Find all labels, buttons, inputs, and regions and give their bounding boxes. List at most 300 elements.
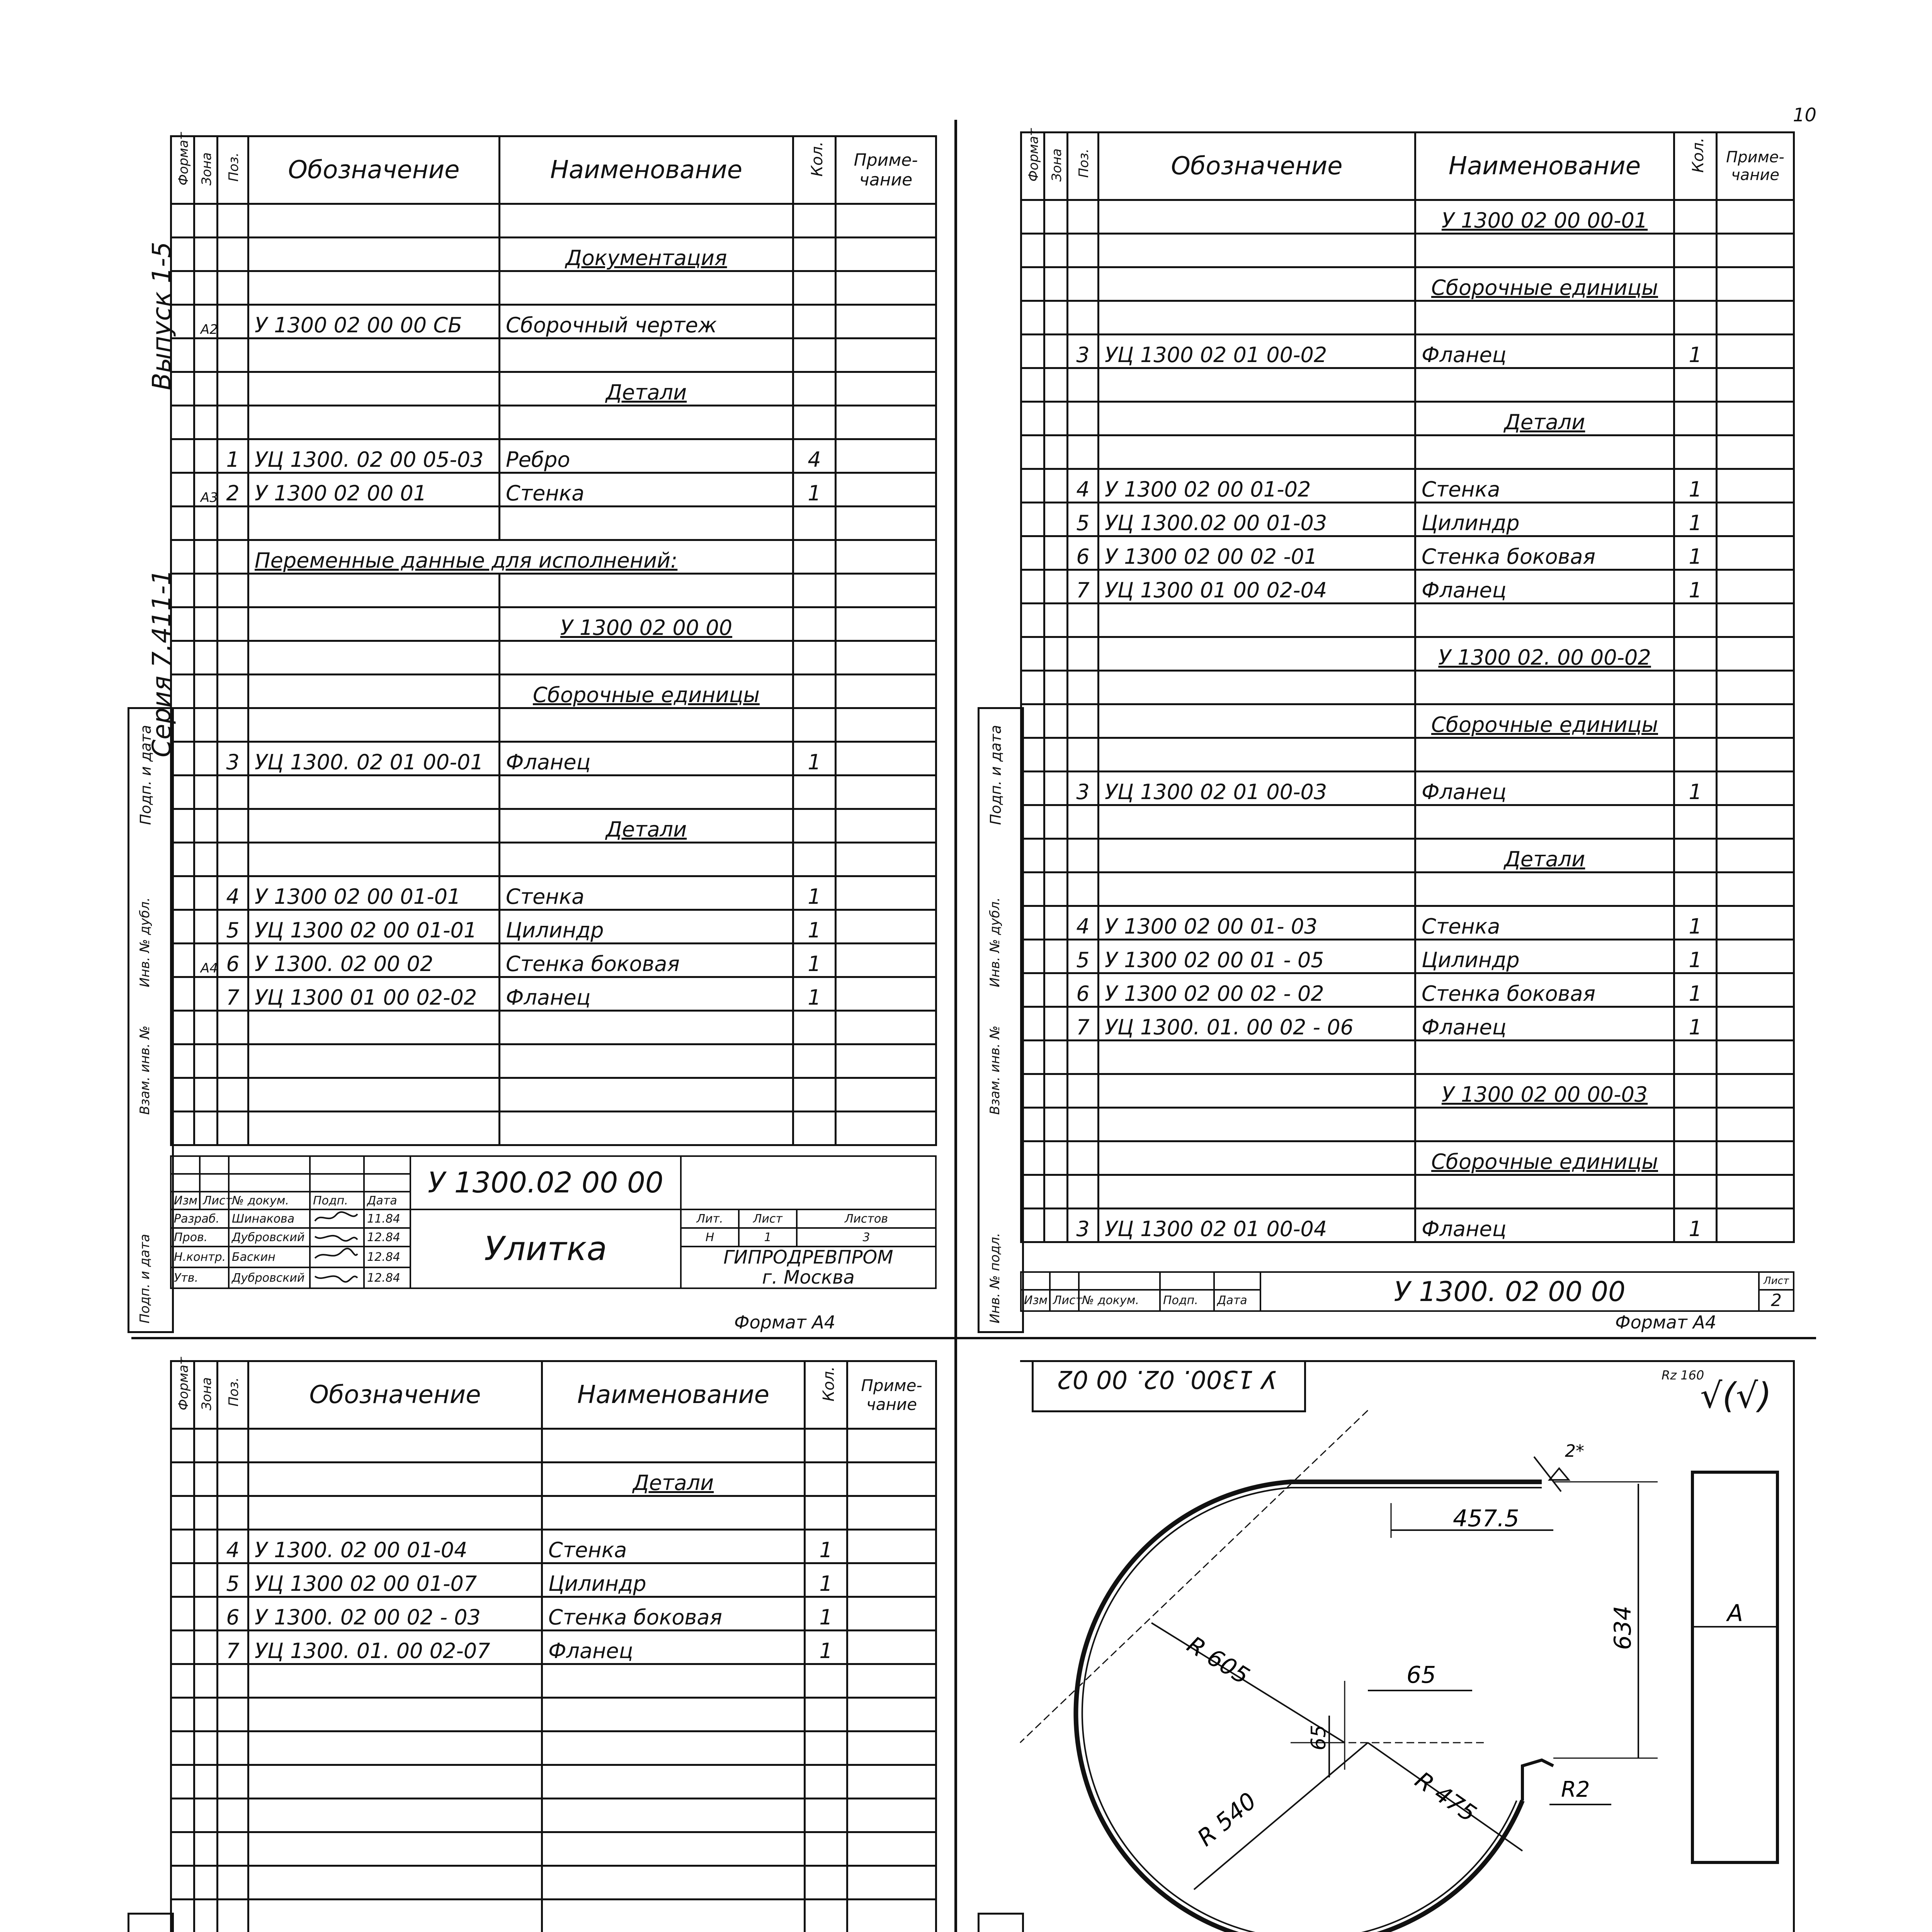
format-cell (171, 1429, 194, 1463)
qty-cell (1674, 1074, 1717, 1108)
s3-header-note: Приме-чание (847, 1361, 936, 1429)
empty-cell (171, 1664, 194, 1698)
empty-cell (847, 1832, 936, 1866)
pos-cell: 6 (218, 1597, 248, 1631)
zone-cell (194, 1463, 218, 1496)
table-row (171, 1112, 936, 1145)
empty-cell (847, 1866, 936, 1900)
pos-cell (218, 406, 248, 439)
note-cell (1717, 1108, 1794, 1141)
header-pos: Поз. (226, 152, 242, 182)
tb1-col-list: Лист (200, 1192, 229, 1209)
note-cell (836, 338, 936, 372)
zone-cell (1044, 234, 1068, 267)
name-cell: Сборочные единицы (1415, 267, 1674, 301)
qty-cell (793, 1044, 836, 1078)
qty-cell: 1 (1674, 503, 1717, 536)
note-cell (836, 708, 936, 742)
table-row (171, 305, 936, 338)
format-cell (171, 977, 194, 1011)
designation-cell: УЦ 1300. 02 01 00-01 (248, 742, 500, 776)
note-cell (1717, 940, 1794, 973)
empty-cell (847, 1731, 936, 1765)
qty-cell: 1 (793, 473, 836, 507)
note-cell (836, 204, 936, 238)
pos-cell (218, 204, 248, 238)
format-cell (171, 1631, 194, 1664)
name-cell: Фланец (500, 742, 793, 776)
zone-cell (194, 977, 218, 1011)
tb1-role-2: Н.контр. (171, 1247, 229, 1267)
empty-cell (805, 1866, 847, 1900)
mirrored-code-box (1032, 1360, 1306, 1412)
format-cell (171, 944, 194, 977)
tb1-sheets-value: 3 (797, 1228, 936, 1247)
empty-cell (171, 1731, 194, 1765)
name-cell: Ребро (500, 439, 793, 473)
qty-cell (1674, 738, 1717, 772)
format-cell (1021, 200, 1044, 234)
format-cell (171, 607, 194, 641)
name-cell: Стенка (500, 876, 793, 910)
header-format: Формат (176, 132, 191, 185)
table-row (1021, 738, 1794, 772)
format-cell (1021, 839, 1044, 872)
note-cell (847, 1463, 936, 1496)
table-row (171, 1866, 936, 1900)
stamp-podp-data: Подп. и дата (137, 725, 154, 825)
qty-cell: 1 (1674, 469, 1717, 503)
table-row (1021, 839, 1794, 872)
table-row (1021, 1175, 1794, 1209)
format-cell (171, 1011, 194, 1044)
note-cell (836, 675, 936, 708)
pos-cell: 7 (1068, 1007, 1099, 1041)
pos-cell (218, 641, 248, 675)
zone-cell (1044, 940, 1068, 973)
format-cell (171, 238, 194, 271)
issue-label: Выпуск 1-5 (147, 242, 177, 390)
table-row (1021, 704, 1794, 738)
tb1-name-3: Дубровский (229, 1267, 310, 1288)
qty-cell: 1 (1674, 940, 1717, 973)
format-cell (1021, 704, 1044, 738)
name-cell: Сборочные единицы (1415, 704, 1674, 738)
qty-cell: 1 (1674, 772, 1717, 805)
note-cell (836, 944, 936, 977)
zone-cell (194, 1112, 218, 1145)
stamp-vzam-inv: Взам. инв. № (137, 1026, 153, 1115)
zone-cell (194, 238, 218, 271)
note-cell (847, 1496, 936, 1530)
name-cell (500, 271, 793, 305)
qty-cell (793, 843, 836, 876)
qty-cell (1674, 1141, 1717, 1175)
tb1-date-1: 12.84 (364, 1228, 410, 1247)
zone-cell: A4 (194, 944, 218, 977)
name-cell: У 1300 02 00 00-01 (1415, 200, 1674, 234)
empty-cell (248, 1900, 542, 1932)
name-cell: Цилиндр (1415, 503, 1674, 536)
format-cell (1021, 1007, 1044, 1041)
note-cell (847, 1429, 936, 1463)
empty-cell (194, 1900, 218, 1932)
table-row (171, 1597, 936, 1631)
note-cell (1717, 503, 1794, 536)
zone-cell (1044, 738, 1068, 772)
table-row (171, 1463, 936, 1496)
designation-cell (248, 776, 500, 809)
zone-cell (1044, 604, 1068, 637)
zone-cell (194, 776, 218, 809)
table-row (1021, 536, 1794, 570)
name-cell (500, 843, 793, 876)
zone-cell (194, 1631, 218, 1664)
empty-cell (194, 1799, 218, 1832)
format-cell (171, 204, 194, 238)
empty-cell (194, 1731, 218, 1765)
name-cell (500, 204, 793, 238)
zone-cell (194, 1429, 218, 1463)
tb1-col-izm: Изм (171, 1192, 200, 1209)
name-cell: Стенка боковая (1415, 536, 1674, 570)
qty-cell (793, 372, 836, 406)
format-cell (171, 305, 194, 338)
format-cell (171, 876, 194, 910)
zone-cell (194, 406, 218, 439)
empty-cell (171, 1799, 194, 1832)
outer-contour (1076, 1482, 1542, 1932)
zone-cell (194, 1011, 218, 1044)
table-row (171, 1698, 936, 1731)
zone-cell (1044, 536, 1068, 570)
qty-cell (1674, 805, 1717, 839)
tb1-lit-value: Н (681, 1228, 739, 1247)
qty-cell (1674, 267, 1717, 301)
sheet2-spec-table (1020, 128, 1795, 1243)
stamp-podp-data-2: Подп. и дата (137, 1234, 153, 1323)
note-cell (1717, 738, 1794, 772)
signature-3 (310, 1267, 364, 1288)
tb1-sheets-label: Листов (797, 1209, 936, 1228)
empty-cell (805, 1664, 847, 1698)
note-cell (836, 507, 936, 540)
table-row (171, 1832, 936, 1866)
format-cell (171, 675, 194, 708)
designation-cell (1099, 368, 1415, 402)
pos-cell (1068, 234, 1099, 267)
format-cell (1021, 805, 1044, 839)
qty-cell (793, 1078, 836, 1112)
pos-cell (218, 675, 248, 708)
tb1-col-data: Дата (364, 1192, 410, 1209)
qty-cell (793, 338, 836, 372)
format-cell (1021, 671, 1044, 704)
pos-cell (1068, 368, 1099, 402)
format-cell (171, 910, 194, 944)
note-cell (1717, 368, 1794, 402)
table-row (1021, 435, 1794, 469)
sheet3-spec-table (170, 1357, 937, 1932)
note-cell (1717, 772, 1794, 805)
pos-cell (1068, 402, 1099, 435)
pos-cell (1068, 267, 1099, 301)
designation-cell: УЦ 1300. 01. 00 02-07 (248, 1631, 542, 1664)
sheet4-stamp-strip (978, 1913, 1024, 1932)
table-row (171, 809, 936, 843)
table-row (171, 641, 936, 675)
pos-cell: 3 (1068, 1209, 1099, 1242)
format-cell (1021, 1175, 1044, 1209)
table-row (171, 1664, 936, 1698)
designation-cell: У 1300. 02 00 02 - 03 (248, 1597, 542, 1631)
pos-cell (1068, 704, 1099, 738)
table-row (171, 675, 936, 708)
s2-header-note: Приме-чание (1717, 133, 1794, 200)
qty-cell (1674, 435, 1717, 469)
zone-cell (194, 507, 218, 540)
table-row (171, 238, 936, 271)
name-cell (500, 1044, 793, 1078)
roughness-mark: √(√) (1700, 1376, 1772, 1416)
header-name: Наименование (500, 136, 793, 204)
designation-cell: УЦ 1300. 01. 00 02 - 06 (1099, 1007, 1415, 1041)
name-cell: Цилиндр (1415, 940, 1674, 973)
note-cell (836, 574, 936, 607)
pos-cell (1068, 1074, 1099, 1108)
name-cell: Сборочные единицы (500, 675, 793, 708)
format-cell (171, 776, 194, 809)
note-cell (1717, 604, 1794, 637)
empty-cell (847, 1664, 936, 1698)
format-cell (171, 574, 194, 607)
note-cell (1717, 872, 1794, 906)
name-cell: Цилиндр (542, 1563, 805, 1597)
note-cell (1717, 1007, 1794, 1041)
empty-cell (542, 1664, 805, 1698)
table-row (1021, 940, 1794, 973)
format-cell (1021, 368, 1044, 402)
pos-cell (218, 1011, 248, 1044)
zone-cell (1044, 200, 1068, 234)
header-zone: Зона (199, 152, 214, 185)
empty-cell (805, 1698, 847, 1731)
table-row (1021, 200, 1794, 234)
note-cell (1717, 1041, 1794, 1074)
name-cell (1415, 738, 1674, 772)
note-cell (1717, 570, 1794, 604)
qty-cell (1674, 637, 1717, 671)
designation-cell (1099, 637, 1415, 671)
stamp2-podp-data: Подп. и дата (987, 725, 1004, 825)
table-row (171, 1011, 936, 1044)
note-cell (836, 406, 936, 439)
qty-cell (1674, 1041, 1717, 1074)
designation-cell (248, 1078, 500, 1112)
table-row (171, 876, 936, 910)
format-cell (171, 439, 194, 473)
table-row (171, 742, 936, 776)
empty-cell (248, 1765, 542, 1799)
pos-cell: 3 (1068, 335, 1099, 368)
designation-cell (1099, 234, 1415, 267)
sheet2-code: У 1300. 02 00 00 (1260, 1272, 1759, 1311)
designation-cell (1099, 704, 1415, 738)
pos-cell: 7 (1068, 570, 1099, 604)
pos-cell (1068, 200, 1099, 234)
table-row (171, 372, 936, 406)
zone-cell (1044, 1007, 1068, 1041)
zone-cell (194, 1530, 218, 1563)
format-cell (171, 708, 194, 742)
table-row (171, 338, 936, 372)
empty-cell (218, 1866, 248, 1900)
note-cell (1717, 1175, 1794, 1209)
stamp2-inv-podl: Инв. № подл. (987, 1233, 1003, 1323)
side-profile (1692, 1472, 1777, 1862)
zone-cell (194, 708, 218, 742)
s3-header-pos: Поз. (226, 1377, 242, 1406)
table-row (1021, 1074, 1794, 1108)
designation-cell: У 1300 02 00 01 - 05 (1099, 940, 1415, 973)
format-cell (1021, 1209, 1044, 1242)
format-cell (171, 1112, 194, 1145)
tb1-sheet-label: Лист (739, 1209, 797, 1228)
tb1-name-0: Шинакова (229, 1209, 310, 1228)
name-cell (1415, 872, 1674, 906)
pos-cell (218, 372, 248, 406)
name-cell: Фланец (500, 977, 793, 1011)
pos-cell (218, 507, 248, 540)
note-cell (1717, 402, 1794, 435)
designation-cell (1099, 1108, 1415, 1141)
table-row (171, 1900, 936, 1932)
tb1-city: г. Москва (762, 1267, 855, 1288)
pos-cell (218, 338, 248, 372)
zone-cell (194, 338, 218, 372)
qty-cell: 1 (1674, 973, 1717, 1007)
qty-cell: 1 (1674, 1007, 1717, 1041)
qty-cell: 1 (793, 977, 836, 1011)
zone-cell (194, 843, 218, 876)
table-row (171, 843, 936, 876)
name-cell: Документация (500, 238, 793, 271)
zone-cell (1044, 1074, 1068, 1108)
qty-cell (793, 809, 836, 843)
format-cell (171, 473, 194, 507)
designation-cell: УЦ 1300 02 01 00-04 (1099, 1209, 1415, 1242)
dim-r605: R 605 (1182, 1631, 1254, 1690)
qty-cell: 1 (805, 1631, 847, 1664)
qty-cell: 1 (793, 742, 836, 776)
note-cell (1717, 805, 1794, 839)
zone-cell (1044, 872, 1068, 906)
name-cell: Стенка (500, 473, 793, 507)
stamp2-inv-dubl: Инв. № дубл. (987, 897, 1003, 987)
name-cell: Фланец (1415, 1209, 1674, 1242)
designation-cell: УЦ 1300 02 00 01-01 (248, 910, 500, 944)
empty-cell (218, 1799, 248, 1832)
zone-cell (194, 675, 218, 708)
qty-cell (1674, 604, 1717, 637)
name-cell (1415, 1041, 1674, 1074)
format-cell (171, 641, 194, 675)
table-row (1021, 1007, 1794, 1041)
pos-cell (218, 1463, 248, 1496)
zone-cell: A3 (194, 473, 218, 507)
pos-cell (1068, 738, 1099, 772)
note-cell (1717, 1209, 1794, 1242)
pos-cell (1068, 839, 1099, 872)
name-cell (1415, 435, 1674, 469)
table-row (171, 1631, 936, 1664)
format-cell (171, 338, 194, 372)
table-row (1021, 1141, 1794, 1175)
tb1-role-0: Разраб. (171, 1209, 229, 1228)
table-row (171, 708, 936, 742)
name-cell: Стенка боковая (500, 944, 793, 977)
designation-cell: У 1300 02 00 01- 03 (1099, 906, 1415, 940)
name-cell: Детали (1415, 402, 1674, 435)
table-row (171, 944, 936, 977)
qty-cell (1674, 704, 1717, 738)
pos-cell (1068, 637, 1099, 671)
side-wall-drawing (1020, 1410, 1793, 1932)
qty-cell (805, 1463, 847, 1496)
format-cell (171, 1078, 194, 1112)
note-cell (1717, 973, 1794, 1007)
empty-cell (171, 1900, 194, 1932)
qty-cell (1674, 1108, 1717, 1141)
empty-cell (542, 1765, 805, 1799)
s2-header-designation: Обозначение (1099, 133, 1415, 200)
note-cell (836, 473, 936, 507)
designation-cell: Переменные данные для исполнений: (248, 540, 793, 574)
format-cell (1021, 1041, 1044, 1074)
dim-65b: 65 (1307, 1725, 1330, 1750)
designation-cell: У 1300 02 00 02 - 02 (1099, 973, 1415, 1007)
tb1-name-1: Дубровский (229, 1228, 310, 1247)
format-cell (171, 540, 194, 574)
name-cell (1415, 805, 1674, 839)
table-row (1021, 772, 1794, 805)
pos-cell (218, 1429, 248, 1463)
zone-cell (194, 1597, 218, 1631)
table-row (1021, 1041, 1794, 1074)
name-cell (1415, 1175, 1674, 1209)
pos-cell (1068, 1041, 1099, 1074)
s2-header-pos: Поз. (1076, 148, 1092, 178)
designation-cell (248, 406, 500, 439)
zone-cell (1044, 839, 1068, 872)
name-cell (500, 708, 793, 742)
note-cell (836, 439, 936, 473)
qty-cell (793, 708, 836, 742)
designation-cell (248, 238, 500, 271)
pos-cell (1068, 671, 1099, 704)
sheet1-format-label: Формат А4 (734, 1312, 835, 1333)
note-cell (847, 1563, 936, 1597)
empty-cell (218, 1832, 248, 1866)
zone-cell (1044, 805, 1068, 839)
pos-cell: 6 (1068, 536, 1099, 570)
zone-cell (1044, 973, 1068, 1007)
note-cell (836, 809, 936, 843)
empty-cell (171, 1765, 194, 1799)
empty-cell (805, 1799, 847, 1832)
note-cell (847, 1597, 936, 1631)
format-cell (1021, 435, 1044, 469)
